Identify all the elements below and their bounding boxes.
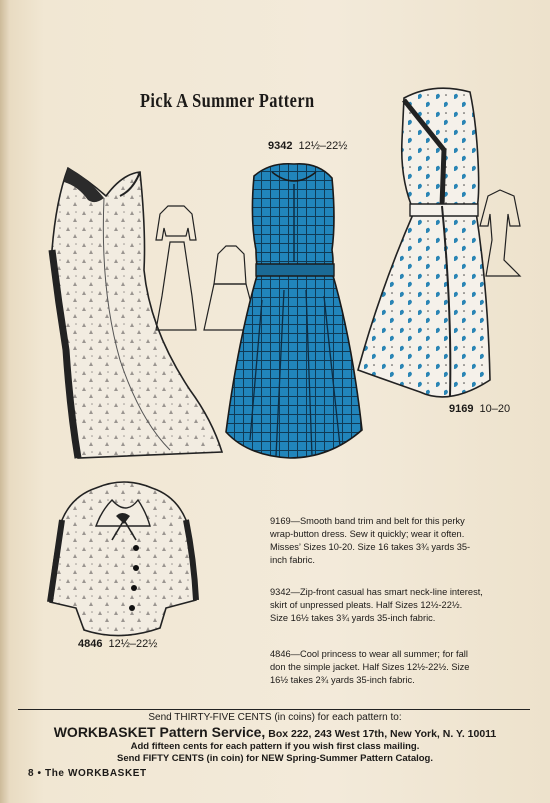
catalog-note: Send FIFTY CENTS (in coin) for NEW Spring-Summer Pattern Catalog. — [117, 753, 433, 764]
pattern-number: 9169 — [449, 403, 474, 415]
description-line: skirt of unpressed pleats. Half Sizes 12½-22½. — [270, 600, 463, 610]
order-instructions: Send THIRTY-FIVE CENTS (in coins) for each pattern to: — [148, 712, 402, 723]
description-9342 — [270, 586, 550, 625]
description-line: don the simple jacket. Half Sizes 12½-22½. Size — [270, 662, 470, 672]
pattern-number: 4846 — [78, 638, 103, 650]
pattern-sizes: 12½–22½ — [298, 140, 348, 152]
dress-9342-illustration — [226, 164, 362, 458]
pattern-9169-label — [449, 403, 510, 415]
dress-4846-illustration — [52, 168, 222, 458]
page-title: Pick A Summer Pattern — [140, 90, 315, 112]
pattern-service-name: WORKBASKET Pattern Service, — [53, 724, 266, 740]
description-line: 9342—Zip-front casual has smart neck-line interest, — [270, 587, 483, 597]
description-line: 4846—Cool princess to wear all summer; for fall — [270, 649, 468, 659]
description-line: Size 16½ takes 3¾ yards 35-inch fabric. — [270, 613, 436, 623]
description-line: 16½ takes 2¾ yards 35-inch fabric. — [270, 675, 415, 685]
pattern-sizes: 10–20 — [479, 403, 511, 415]
order-address — [0, 724, 550, 740]
dress-9169-flat-sketch — [480, 190, 520, 276]
description-line: 9169—Smooth band trim and belt for this perky — [270, 516, 465, 526]
description-line: inch fabric. — [270, 555, 315, 565]
mailing-address: Box 222, 243 West 17th, New York, N. Y. 10011 — [268, 728, 497, 740]
description-line: wrap-button dress. Sew it quickly; wear it often. — [270, 529, 465, 539]
pattern-number: 9342 — [268, 140, 293, 152]
description-4846 — [270, 648, 550, 687]
page-folio: 8 • The WORKBASKET — [28, 768, 147, 779]
order-divider — [18, 709, 530, 710]
dress-9169-illustration — [358, 88, 490, 397]
pattern-sizes: 12½–22½ — [108, 638, 158, 650]
description-line: Misses’ Sizes 10-20. Size 16 takes 3¾ yards 35- — [270, 542, 471, 552]
pattern-9342-label — [268, 140, 347, 152]
pattern-4846-label — [78, 638, 157, 650]
dress-4846-flat-sketches — [156, 206, 258, 330]
description-9169 — [270, 515, 550, 567]
first-class-note: Add fifteen cents for each pattern if you wish first class mailing. — [130, 741, 420, 752]
jacket-4846-illustration — [50, 482, 196, 636]
